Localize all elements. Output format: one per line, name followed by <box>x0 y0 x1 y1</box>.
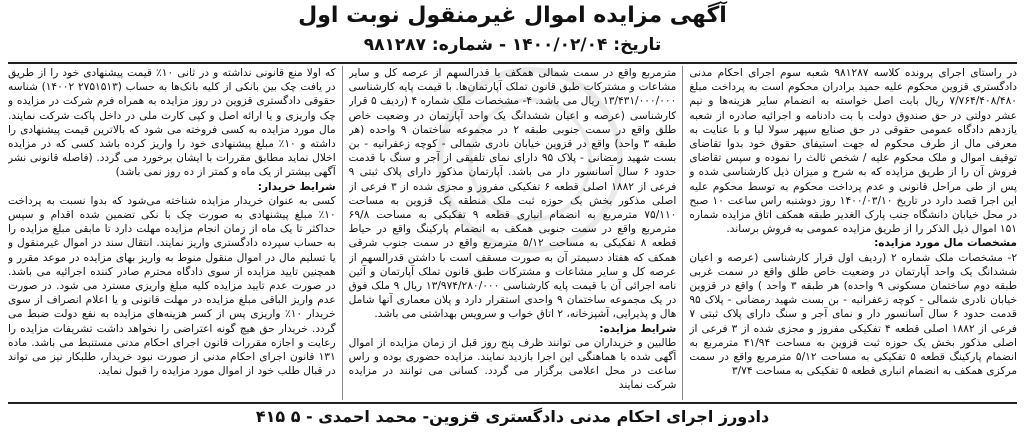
auction-conditions-heading: شرایط مزایده: <box>599 322 677 335</box>
column-divider <box>682 66 683 400</box>
paragraph-property-4: مترمربع واقع در سمت شمالی همکف با قدرالسهم از عرصه کل و سایر مشاعات و مشترکات طبق قانون تملک آپارتمان‌ها. با قیمت پایه کارشناسی ۱۳/۴۳۱/۰۰۰/۰۰۰ ریال می باشد. ۴- مشخصات ملک شماره ۴ (ردیف ۵ قرار کارشناسی (عرصه و اعیان ششدانگ یک واحد آپارتمان در وضعیت خاص طلق واقع در سمت جنوبی طبقه ۲ در مجموعه ساختمان ۹ واحده (هر طبقه ۳ واحد) واقع در قزوین خیابان نادری شمالی - کوچه زعفرانیه - بن بست شهید رمضانی - پلاک ۹۵ دارای نمای تلفیقی از آجر و سنگ با قدمت حدود ۶ سال آسانسور دار می باشد. آپارتمان مذکور دارای پلاک ثبتی ۹ فرعی از ۱۸۸۲ اصلی قطعه ۶ تفکیکی مفروز و مجزی شده از ۳ فرعی از اصلی مذکور بخش یک حوزه ثبت ملک منطقه یک قزوین به مساحت ۷۵/۱۱۰ مترمربع به انضمام انباری قطعه ۹ تفکیکی به مساحت ۶۹/۸ مترمربع واقع در سمت جنوبی همکف به انضمام پارکینگ واقع در حیاط قطعه ۸ تفکیکی به مساحت ۵/۱۲ مترمربع واقع در سمت جنوب شرقی همکف که هفتاد دسیمتر آن به صورت مسقف است با داشتن قدرالسهم از عرصه کل و سایر مشاعات و مشترکات طبق قانون تملک آپارتمان و آئین نامه اجرائی آن با قیمت پایه کارشناسی ۱۳/۹۷۴/۲۸۰/۰۰۰ ریال ۹ ملک فوق در یک مجموعه ساختمان ۹ واحدی استقرار دارد و پلان معماری آنها شامل هال و پذیرایی، آشپزخانه، ۲ اتاق خواب و سرویس بهداشتی می باشد. <box>348 67 677 321</box>
column-middle <box>349 66 677 400</box>
notice-date-number: تاریخ: ۱۴۰۰/۰۲/۰۴ - شماره: ۹۸۱۲۸۷ <box>363 35 662 55</box>
column-left <box>8 66 336 400</box>
buyer-conditions-heading: شرایط خریدار: <box>257 180 336 193</box>
paragraph-auction-conditions: طالبین و خریداران می توانند ظرف پنج روز قبل از زمان مزایده از اموال آگهی شده با هماهنگی این اجرا بازدید نمایند. مزایده حضوری بوده و راس ساعت در محل اعلامی برگزار می گردد. کسانی می توانند در مزایده شرکت نمایند <box>348 336 677 392</box>
notice-title: آگهی مزایده اموال غیرمنقول نوبت اول <box>298 3 727 28</box>
column-divider <box>342 66 343 400</box>
paragraph-intro: در راستای اجرای پرونده کلاسه ۹۸۱۲۸۷ شعبه سوم اجرای احکام مدنی دادگستری قزوین محکوم علیه حمید برادران محکوم است به پرداخت مبلغ ۷/۷۶۴/۴۰۸/۴۸۰ ریال بابت اصل خواسته به انضمام سایر هزینه‌ها و نیم عشر دولتی در حق صندوق دولت با بت دادنامه و اجرائیه صادره از شعبه یازدهم دادگاه عمومی حقوقی در حق صنایع سپهر سولا لیا و با عنایت به معرفی مال از طرف محکوم له جهت استیفای حقوق خود بدوا تقاضای توقیف اموال و ملک محکوم علیه / شخص ثالث را نموده و سپس تقاضای فروش آن را از طریق مزایده که به شرح و میزان ذیل کارشناسی شده و پس از طی مراحل قانونی و عدم پرداخت محکوم به توسط محکوم علیه این اجرا قصد دارد در تاریخ ۱۴۰۰/۰۳/۱۰ روز دوشنبه راس ساعت ۱۰ صبح در محل خیابان دانشگاه جنب پارک الغدیر طبقه همکف اتاق مزایده شماره ۱۵۱ اموال ذیل الذکر را از طریق مزایده عمومی به فروش برساند. <box>689 67 1017 236</box>
notice-body-columns <box>8 66 1017 400</box>
paragraph-buyer-conditions: کسی به عنوان خریدار مزایده شناخته می‌شود که بدوا نسبت به پرداخت ۱۰٪ مبلغ پیشنهادی به صورت چک با نکی تضمین شده اقدام و سپس حداکثر تا یک ماه از زمان انجام مزایده مهلت دارد تا مابقی مبلغ مزایده را به حساب سپرده دادگستری واریز نمایند. انتقال سند در اموال غیرمنقول و یا تسلیم مال در اموال منقول منوط به واریز بهای مزایده در موعد مقرر و همچنین تایید مزایده از سوی دادگاه محترم صادر کننده اجرائیه می باشد. در صورت عدم تایید مزایده کلیه مبلغ واریزی مسترد می شود. در صورت عدم واریز الباقی مبلغ مزایده در مهلت قانونی و یا اعلام انصراف از سوی خریدار ۱۰٪ واریزی پس از کسر هزینه‌های مزایده به نفع دولت ضبط می گردد. خریدار حق هیچ گونه اعتراضی را نخواهد داشت تشریفات مزایده را رعایت و اجازه مقررات قانون اجرای احکام مدنی مستنبط می باشد. ماده ۱۳۱ قانون اجرای احکام مدنی از صورت نبود خریدار، طلبکار نیز می تواند در قبال طلب خود از اموال مورد مزایده را قبول نماید. <box>7 194 336 378</box>
paragraph-deposit-terms: که اولا منع قانونی نداشته و در ثانی ۱۰٪ قیمت پیشنهادی خود را از طریق در یافت چک بین بانکی از کلیه بانک‌ها به حساب (۲۷۵۱۵۱۳ ۱۴۰۰۲) شناسه حقوقی دادگستری قزوین در روز مزایده به همراه فرم شرکت در مزایده و چک واریزی و یا ارائه اصل و کپی کارت ملی در داخل پاکت شرکت نمایند. مال مورد مزایده به کسی فروخته می شود که بالاترین قیمت پیشنهادی را داشته و ۱۰٪ مبلغ پیشنهادی خود را واریز کرده باشد کسی که در مزایده اخلال نماید مطابق مقررات با ایشان برخورد می گردد. (فاصله قانونی نشر آگهی بیشتر از یک ماه و کمتر از ده روز نمی باشد) <box>7 67 336 179</box>
column-right <box>689 66 1017 400</box>
top-divider <box>8 62 1017 64</box>
paragraph-property-2: ۲- مشخصات ملک شماره ۲ (ردیف اول قرار کارشناسی (عرصه و اعیان ششدانگ یک واحد آپارتمان در وضعیت خاص طلق واقع در سمت غربی طبقه دوم ساختمان مسکونی ۹ واحده) هر طبقه ۳ واحد ) واقع در قزوین خیابان نادری شمالی - کوچه زعفرانیه - بن بست شهید رمضانی - پلاک ۹۵ قدمت حدود ۶ سال آسانسور دار و نمای آجر و سنگ دارای پلاک ثبتی ۷ فرعی از ۱۸۸۲ اصلی قطعه ۴ تفکیکی مفروز و مجزی شده از ۳ فرعی از اصلی مذکور بخش یک حوزه ثبت قزوین به مساحت ۴۱/۹۴ مترمربع به انضمام پارکینگ قطعه ۵ تفکیکی به مساحت ۵/۱۲ مترمربع واقع در سمت مرکزی همکف به انضمام انباری قطعه ۵ تفکیکی به مساحت ۳/۷۴ <box>689 251 1017 378</box>
property-specs-heading: مشخصات مال مورد مزایده: <box>874 237 1017 250</box>
notice-signature: دادورز اجرای احکام مدنی دادگستری قزوین- محمد احمدی - ۵ ۴۱۵ <box>255 407 770 426</box>
